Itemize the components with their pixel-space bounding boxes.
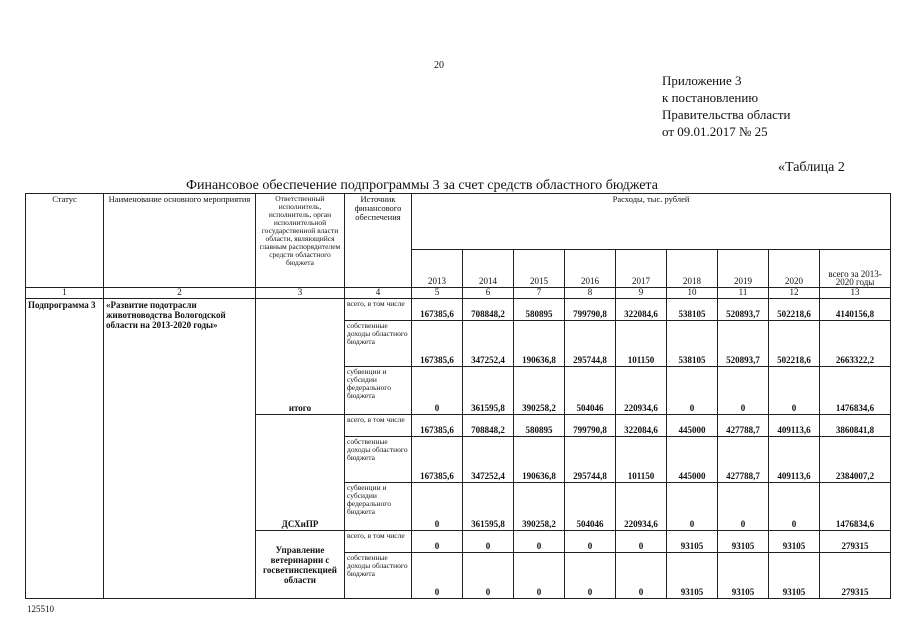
page-number: 20 [434, 60, 444, 71]
value-cell: 1476834,6 [820, 367, 891, 415]
source-cell: всего, в том числе [345, 299, 412, 321]
value-cell: 220934,6 [616, 367, 667, 415]
column-number: 9 [616, 288, 667, 299]
column-number: 4 [345, 288, 412, 299]
value-cell: 361595,8 [463, 367, 514, 415]
value-cell: 0 [412, 531, 463, 553]
value-cell: 93105 [718, 531, 769, 553]
value-cell: 580895 [514, 299, 565, 321]
value-cell: 799790,8 [565, 299, 616, 321]
table-row [26, 299, 891, 321]
value-cell: 538105 [667, 299, 718, 321]
column-number: 6 [463, 288, 514, 299]
value-cell: 3860841,8 [820, 415, 891, 437]
year-header: 2014 [463, 250, 514, 288]
column-number: 8 [565, 288, 616, 299]
value-cell: 2384007,2 [820, 437, 891, 483]
year-header: 2018 [667, 250, 718, 288]
value-cell: 504046 [565, 367, 616, 415]
column-number: 1 [26, 288, 104, 299]
year-header: 2016 [565, 250, 616, 288]
value-cell: 190636,8 [514, 437, 565, 483]
event-name-cell: «Развитие подотрасли животноводства Вологодской области на 2013-2020 годы» [104, 299, 256, 599]
value-cell: 101150 [616, 437, 667, 483]
page-title: Финансовое обеспечение подпрограммы 3 за счет средств областного бюджета [186, 178, 658, 193]
value-cell: 0 [463, 531, 514, 553]
value-cell: 520893,7 [718, 299, 769, 321]
value-cell: 0 [616, 553, 667, 599]
status-cell: Подпрограмма 3 [26, 299, 104, 599]
financing-table [25, 193, 891, 599]
source-cell: всего, в том числе [345, 415, 412, 437]
value-cell: 4140156,8 [820, 299, 891, 321]
value-cell: 0 [718, 483, 769, 531]
value-cell: 799790,8 [565, 415, 616, 437]
appendix-line: Правительства области [662, 107, 791, 122]
column-number: 11 [718, 288, 769, 299]
appendix-line: от 09.01.2017 № 25 [662, 124, 768, 139]
footer-code: 125510 [27, 604, 54, 614]
column-number: 5 [412, 288, 463, 299]
value-cell: 0 [769, 483, 820, 531]
value-cell: 167385,6 [412, 299, 463, 321]
value-cell: 322084,6 [616, 415, 667, 437]
column-number-row [26, 288, 891, 299]
year-header: 2013 [412, 250, 463, 288]
header-status: Статус [26, 194, 104, 288]
value-cell: 167385,6 [412, 415, 463, 437]
value-cell: 708848,2 [463, 299, 514, 321]
value-cell: 295744,8 [565, 437, 616, 483]
header-source: Источник финансового обеспечения [345, 194, 412, 288]
value-cell: 0 [412, 553, 463, 599]
header-row [26, 194, 891, 250]
value-cell: 279315 [820, 553, 891, 599]
value-cell: 1476834,6 [820, 483, 891, 531]
year-header-total: всего за 2013-2020 годы [820, 250, 891, 288]
value-cell: 390258,2 [514, 483, 565, 531]
value-cell: 502218,6 [769, 321, 820, 367]
year-header: 2015 [514, 250, 565, 288]
value-cell: 0 [667, 483, 718, 531]
column-number: 13 [820, 288, 891, 299]
appendix-block [662, 72, 791, 140]
value-cell: 93105 [718, 553, 769, 599]
value-cell: 0 [769, 367, 820, 415]
value-cell: 220934,6 [616, 483, 667, 531]
value-cell: 0 [565, 553, 616, 599]
executor-cell: итого [256, 299, 345, 415]
value-cell: 0 [616, 531, 667, 553]
value-cell: 347252,4 [463, 321, 514, 367]
value-cell: 295744,8 [565, 321, 616, 367]
appendix-line: Приложение 3 [662, 73, 742, 88]
header-expenses: Расходы, тыс. рублей [412, 194, 891, 250]
value-cell: 409113,6 [769, 415, 820, 437]
column-number: 3 [256, 288, 345, 299]
value-cell: 390258,2 [514, 367, 565, 415]
year-header: 2019 [718, 250, 769, 288]
value-cell: 0 [514, 553, 565, 599]
value-cell: 0 [514, 531, 565, 553]
value-cell: 167385,6 [412, 321, 463, 367]
value-cell: 427788,7 [718, 437, 769, 483]
value-cell: 93105 [769, 531, 820, 553]
value-cell: 409113,6 [769, 437, 820, 483]
value-cell: 445000 [667, 437, 718, 483]
source-cell: субвенции и субсидии федерального бюджета [345, 483, 412, 531]
value-cell: 445000 [667, 415, 718, 437]
year-header: 2017 [616, 250, 667, 288]
value-cell: 361595,8 [463, 483, 514, 531]
value-cell: 502218,6 [769, 299, 820, 321]
value-cell: 427788,7 [718, 415, 769, 437]
value-cell: 504046 [565, 483, 616, 531]
value-cell: 190636,8 [514, 321, 565, 367]
source-cell: собственные доходы областного бюджета [345, 553, 412, 599]
header-executor: Ответственный исполнитель, исполнитель, орган исполнительной государственной власти области, являющийся главным распорядителем средств областного бюджета [256, 194, 345, 288]
value-cell: 93105 [667, 553, 718, 599]
value-cell: 520893,7 [718, 321, 769, 367]
column-number: 10 [667, 288, 718, 299]
appendix-line: к постановлению [662, 90, 759, 105]
value-cell: 93105 [667, 531, 718, 553]
value-cell: 0 [718, 367, 769, 415]
column-number: 2 [104, 288, 256, 299]
value-cell: 0 [412, 483, 463, 531]
header-event: Наименование основного мероприятия [104, 194, 256, 288]
value-cell: 708848,2 [463, 415, 514, 437]
executor-cell: ДСХиПР [256, 415, 345, 531]
table-label: «Таблица 2 [778, 160, 845, 175]
source-cell: собственные доходы областного бюджета [345, 437, 412, 483]
value-cell: 322084,6 [616, 299, 667, 321]
source-cell: всего, в том числе [345, 531, 412, 553]
value-cell: 2663322,2 [820, 321, 891, 367]
value-cell: 538105 [667, 321, 718, 367]
column-number: 12 [769, 288, 820, 299]
column-number: 7 [514, 288, 565, 299]
value-cell: 279315 [820, 531, 891, 553]
value-cell: 167385,6 [412, 437, 463, 483]
year-header: 2020 [769, 250, 820, 288]
value-cell: 101150 [616, 321, 667, 367]
value-cell: 0 [667, 367, 718, 415]
value-cell: 0 [565, 531, 616, 553]
value-cell: 347252,4 [463, 437, 514, 483]
value-cell: 0 [463, 553, 514, 599]
source-cell: субвенции и субсидии федерального бюджета [345, 367, 412, 415]
value-cell: 0 [412, 367, 463, 415]
value-cell: 580895 [514, 415, 565, 437]
executor-cell: Управление ветеринарии с госветинспекцией области [256, 531, 345, 599]
source-cell: собственные доходы областного бюджета [345, 321, 412, 367]
value-cell: 93105 [769, 553, 820, 599]
